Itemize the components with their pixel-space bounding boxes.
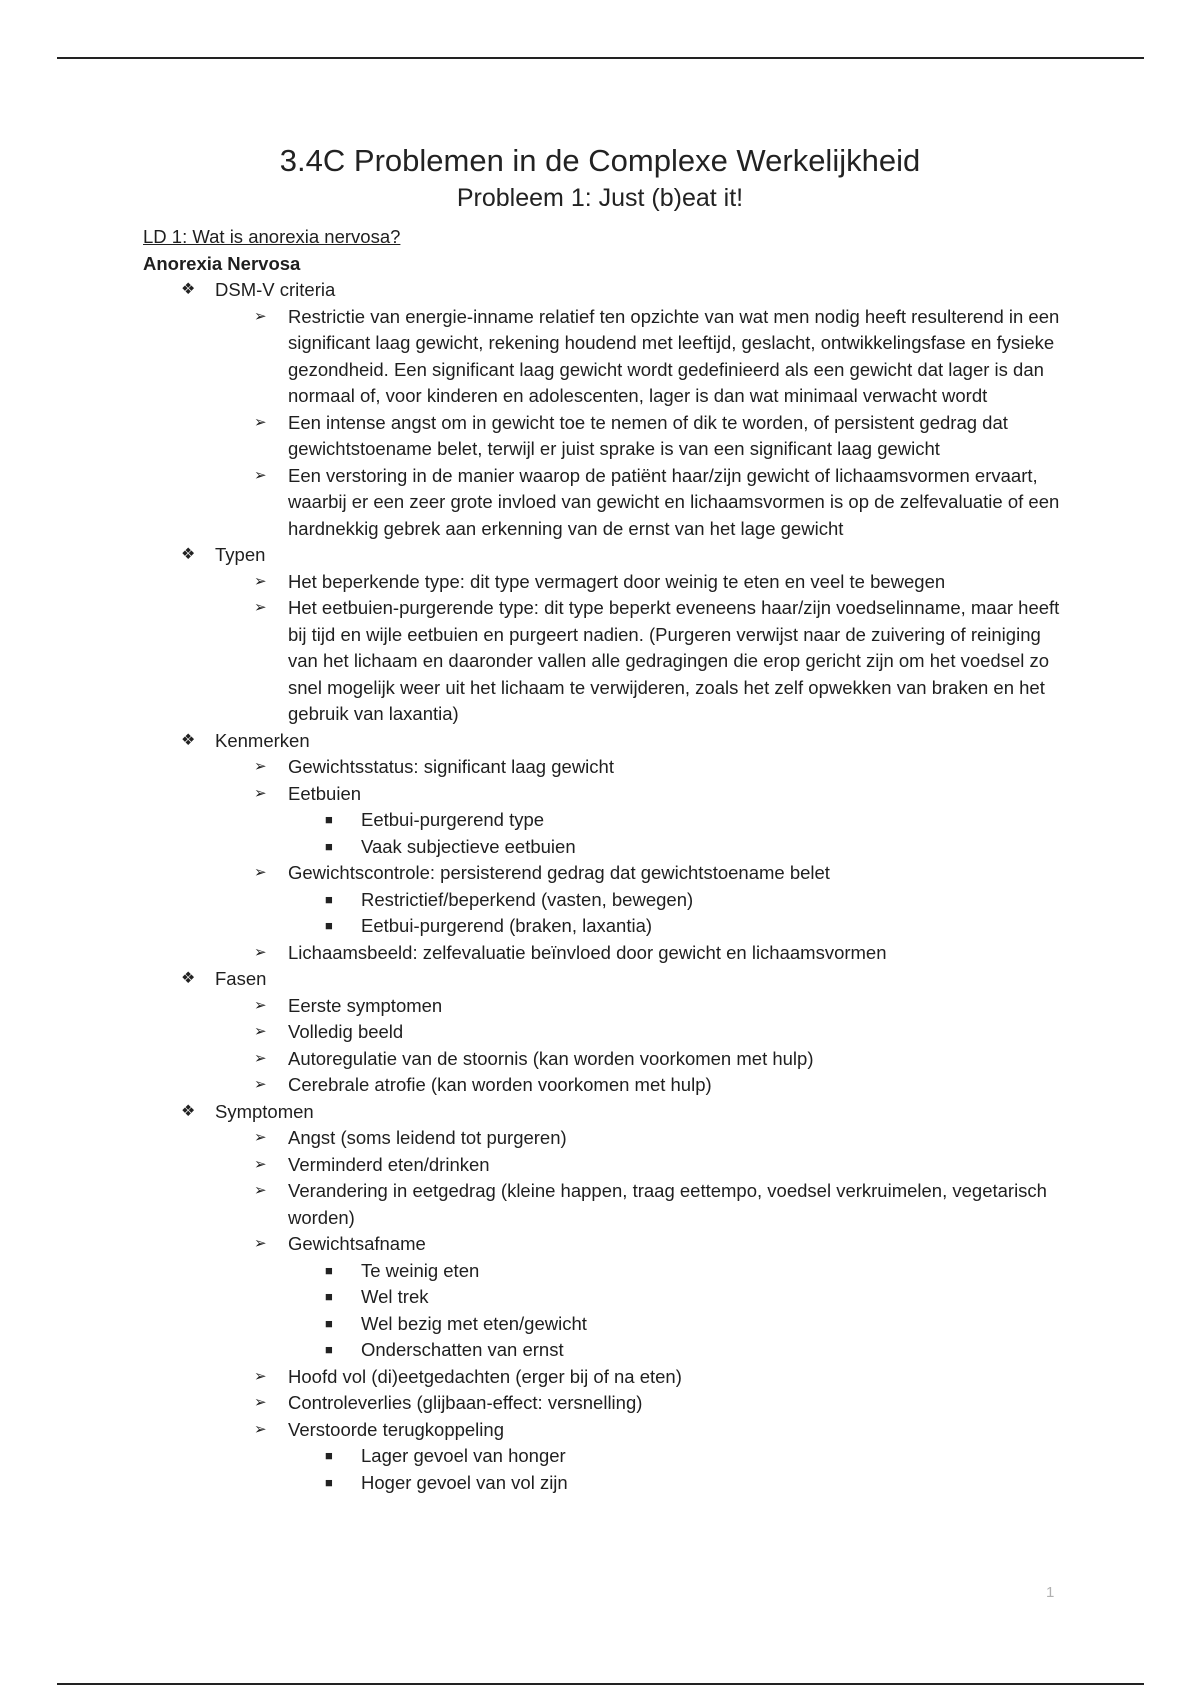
arrow-bullet-icon: ➢	[254, 307, 267, 325]
list-item-label: Symptomen	[215, 1100, 314, 1122]
list-item	[143, 1178, 1073, 1231]
list-item-label: Fasen	[215, 968, 267, 989]
arrow-bullet-icon: ➢	[254, 1129, 267, 1146]
list-item-text: Eetbuien	[288, 782, 362, 804]
learning-goal-heading: LD 1: Wat is anorexia nervosa?	[143, 226, 401, 247]
arrow-bullet-icon: ➢	[254, 1420, 267, 1438]
list-item-text: Een intense angst om in gewicht toe te nemen of dik te worden, of persistent gedrag dat gewichtstoename belet, terwijl er juist sprake is van een significant laag gewicht	[288, 411, 1008, 459]
list-item-text: Het beperkende type: dit type vermagert door weinig te eten en veel te bewegen	[288, 570, 946, 592]
page-title: 3.4C Problemen in de Complexe Werkelijkheid	[279, 143, 921, 178]
list-item-text: Eetbui-purgerend type	[361, 809, 545, 830]
arrow-bullet-icon: ➢	[254, 758, 267, 775]
list-item	[143, 277, 1073, 542]
list-item-text: Onderschatten van ernst	[361, 1339, 564, 1360]
list-item-text: Cerebrale atrofie (kan worden voorkomen met hulp)	[288, 1074, 712, 1095]
list-item-text: Eetbui-purgerend (braken, laxantia)	[361, 915, 653, 936]
list-item	[143, 807, 1073, 834]
list-item-text: Verstoorde terugkoppeling	[288, 1418, 504, 1440]
list-item	[143, 1337, 1073, 1364]
list-item	[143, 1470, 1073, 1497]
list-item	[143, 1443, 1073, 1470]
page-subtitle: Probleem 1: Just (b)eat it!	[456, 184, 744, 212]
list-item-text: Gewichtsstatus: significant laag gewicht	[288, 756, 614, 777]
list-item	[143, 1284, 1073, 1311]
list-item-text: Hoofd vol (di)eetgedachten (erger bij of na eten)	[288, 1365, 682, 1387]
list-item	[143, 728, 1073, 967]
list-item-text: Het eetbuien-purgerende type: dit type beperkt eveneens haar/zijn voedselinname, maar heeft bij tijd en wijle eetbuien en purgeert nadien. (Purgeren verwijst naar de zuivering of reiniging van het lichaam en daaronder vallen alle gedragingen die erop gericht zijn om het voedsel zo snel mogelijk weer uit het lichaam te verwijderen, zoals het zelf opwekken van braken en het gebruik van laxantia)	[288, 597, 1060, 724]
list-item	[143, 1390, 1073, 1417]
list-item	[143, 860, 1073, 940]
list-item-text: Verminderd eten/drinken	[288, 1153, 490, 1175]
arrow-bullet-icon: ➢	[254, 943, 267, 961]
diamond-bullet-icon: ❖	[181, 970, 196, 987]
arrow-bullet-icon: ➢	[254, 996, 267, 1014]
list-item	[143, 966, 1073, 1099]
list-item	[143, 834, 1073, 861]
list-item	[143, 913, 1073, 940]
arrow-bullet-icon: ➢	[254, 599, 267, 616]
list-item-text: Lichaamsbeeld: zelfevaluatie beïnvloed door gewicht en lichaamsvormen	[288, 941, 887, 963]
arrow-bullet-icon: ➢	[254, 572, 267, 590]
list-item-label: Typen	[215, 544, 266, 565]
square-bullet-icon: ■	[325, 918, 333, 933]
diamond-bullet-icon: ❖	[181, 1102, 196, 1120]
square-bullet-icon: ■	[325, 891, 333, 907]
document-body	[143, 224, 1073, 1496]
list-item-label: Kenmerken	[215, 729, 310, 751]
list-item	[143, 1152, 1073, 1179]
square-bullet-icon: ■	[325, 1262, 333, 1278]
list-item	[143, 781, 1073, 861]
list-item-text: Te weinig eten	[361, 1259, 480, 1281]
list-item	[143, 1417, 1073, 1497]
list-item-text: Wel bezig met eten/gewicht	[361, 1312, 587, 1334]
list-item-text: Restrictie van energie-inname relatief ten opzichte van wat men nodig heeft resulterend in een significant laag gewicht, rekening houdend met leeftijd, geslacht, ontwikkelingsfase en fysieke gezondheid. Een significant laag gewicht wordt gedefinieerd als een gewicht dat lager is dan normaal of, voor kinderen en adolescenten, lager is dan wat minimaal verwacht wordt	[288, 305, 1060, 406]
list-item-text: Vaak subjectieve eetbuien	[361, 835, 576, 857]
arrow-bullet-icon: ➢	[254, 1235, 267, 1252]
arrow-bullet-icon: ➢	[254, 1394, 267, 1411]
square-bullet-icon: ■	[325, 1289, 333, 1304]
list-item	[143, 1311, 1073, 1338]
square-bullet-icon: ■	[325, 1342, 333, 1357]
list-item-text: Een verstoring in de manier waarop de patiënt haar/zijn gewicht of lichaamsvormen ervaart, waarbij er een zeer grote invloed van gewicht en lichaamsvormen is op de zelfevaluatie of een hardnekkig gebrek aan erkenning van de ernst van het lage gewicht	[288, 464, 1060, 539]
list-item-text: Angst (soms leidend tot purgeren)	[288, 1127, 567, 1148]
square-bullet-icon: ■	[325, 1315, 333, 1331]
list-item	[143, 1258, 1073, 1285]
arrow-bullet-icon: ➢	[254, 1182, 267, 1199]
arrow-bullet-icon: ➢	[254, 1155, 267, 1173]
list-item	[143, 569, 1073, 596]
footer-rule	[57, 1683, 1144, 1685]
list-item	[143, 542, 1073, 728]
list-item	[143, 410, 1073, 463]
list-item-text: Gewichtsafname	[288, 1233, 426, 1254]
list-item	[143, 754, 1073, 781]
diamond-bullet-icon: ❖	[181, 546, 196, 563]
diamond-bullet-icon: ❖	[181, 731, 196, 749]
list-item	[143, 595, 1073, 728]
list-item-label: DSM-V criteria	[215, 279, 336, 300]
square-bullet-icon: ■	[325, 1474, 333, 1490]
header-rule	[57, 57, 1144, 59]
list-item	[143, 1019, 1073, 1046]
list-item	[143, 1099, 1073, 1497]
list-item-text: Controleverlies (glijbaan-effect: versnelling)	[288, 1392, 643, 1413]
list-item	[143, 463, 1073, 543]
arrow-bullet-icon: ➢	[254, 413, 267, 431]
list-item-text: Volledig beeld	[288, 1021, 404, 1042]
list-item	[143, 887, 1073, 914]
arrow-bullet-icon: ➢	[254, 466, 267, 484]
arrow-bullet-icon: ➢	[254, 1049, 267, 1067]
list-item	[143, 993, 1073, 1020]
list-item	[143, 1072, 1073, 1099]
list-item	[143, 1364, 1073, 1391]
list-item-text: Eerste symptomen	[288, 994, 443, 1016]
diamond-bullet-icon: ❖	[181, 281, 196, 298]
list-item-text: Restrictief/beperkend (vasten, bewegen)	[361, 888, 694, 910]
square-bullet-icon: ■	[325, 838, 333, 854]
list-item-text: Lager gevoel van honger	[361, 1445, 566, 1466]
list-item-text: Autoregulatie van de stoornis (kan worden voorkomen met hulp)	[288, 1047, 814, 1069]
square-bullet-icon: ■	[325, 812, 333, 827]
square-bullet-icon: ■	[325, 1448, 333, 1463]
arrow-bullet-icon: ➢	[254, 1023, 267, 1040]
arrow-bullet-icon: ➢	[254, 864, 267, 881]
section-title: Anorexia Nervosa	[143, 252, 301, 274]
arrow-bullet-icon: ➢	[254, 1367, 267, 1385]
arrow-bullet-icon: ➢	[254, 1076, 267, 1093]
list-item	[143, 1046, 1073, 1073]
arrow-bullet-icon: ➢	[254, 784, 267, 802]
page-number: 1	[1046, 1584, 1055, 1601]
list-item	[143, 1231, 1073, 1364]
list-item-text: Gewichtscontrole: persisterend gedrag dat gewichtstoename belet	[288, 862, 830, 883]
outline-list	[143, 277, 1073, 1496]
list-item	[143, 1125, 1073, 1152]
list-item-text: Verandering in eetgedrag (kleine happen, traag eettempo, voedsel verkruimelen, vegetarisch worden)	[288, 1180, 1047, 1228]
list-item-text: Wel trek	[361, 1286, 429, 1307]
list-item	[143, 304, 1073, 410]
list-item-text: Hoger gevoel van vol zijn	[361, 1471, 568, 1493]
list-item	[143, 940, 1073, 967]
